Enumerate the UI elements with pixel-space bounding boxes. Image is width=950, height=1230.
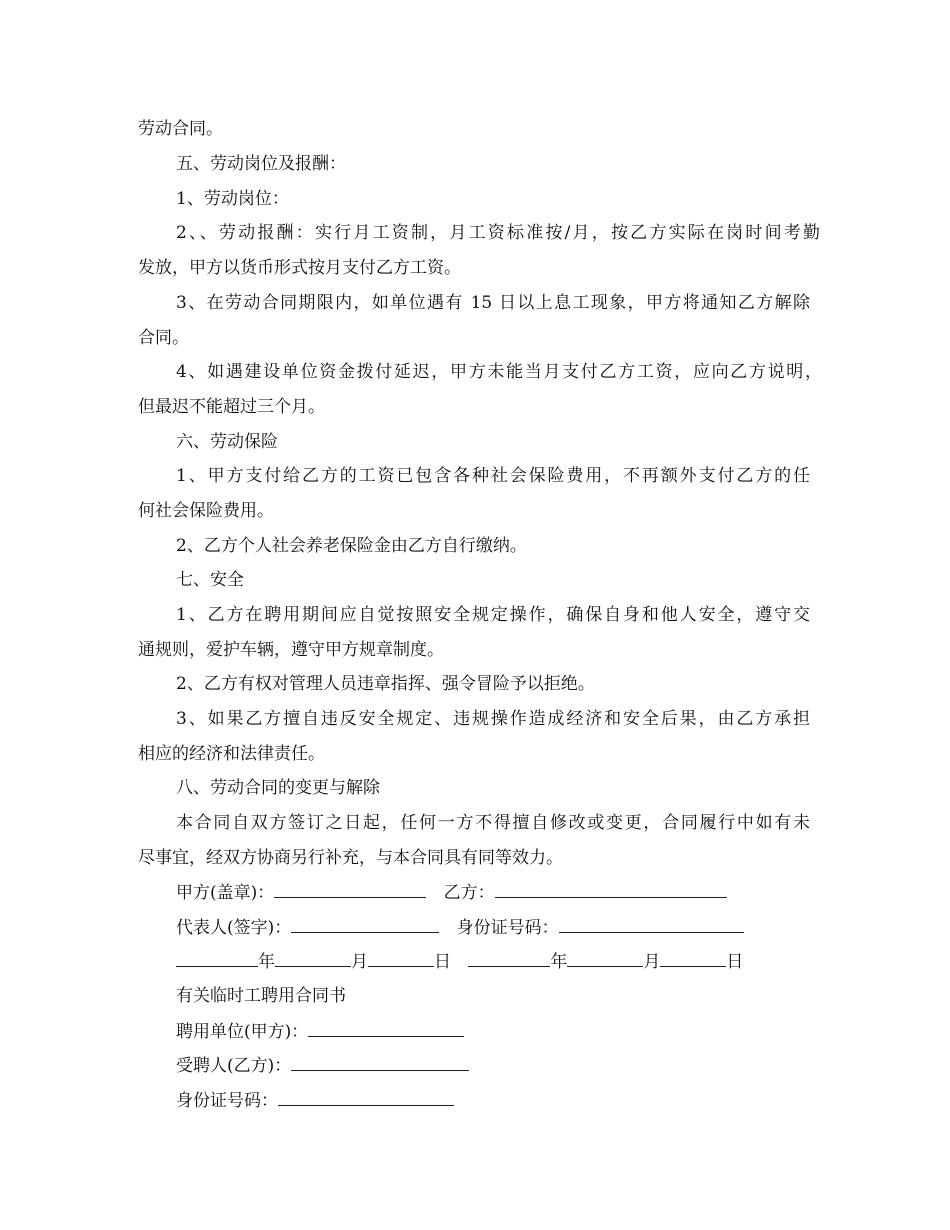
section-heading: 七、安全	[176, 570, 244, 590]
month-blank-a[interactable]	[275, 950, 351, 967]
year-blank-b[interactable]	[468, 950, 550, 967]
employee-row	[176, 1054, 469, 1077]
text-line: 合同。	[138, 328, 189, 348]
day-label-a: 日	[434, 952, 451, 972]
month-label-b: 月	[643, 952, 661, 972]
text-line: 3、在劳动合同期限内，如单位遇有 15 日以上息工现象，甲方将通知乙方解除	[176, 293, 810, 313]
id-number-blank[interactable]	[559, 916, 744, 933]
employer-blank[interactable]	[308, 1020, 464, 1037]
employer-label: 聘用单位(甲方)：	[176, 1022, 309, 1042]
party-a-blank[interactable]	[274, 881, 426, 898]
text-line: 2、乙方有权对管理人员违章指挥、强令冒险予以拒绝。	[176, 674, 595, 694]
representative-label: 代表人(签字)：	[176, 918, 292, 938]
text-line: 何社会保险费用。	[138, 501, 274, 521]
month-label-a: 月	[351, 952, 368, 972]
party-a-label: 甲方(盖章)：	[176, 883, 275, 903]
year-label-a: 年	[258, 952, 275, 972]
id-row	[176, 1089, 454, 1112]
text-line: 本合同自双方签订之日起，任何一方不得擅自修改或变更，合同履行中如有未	[176, 813, 810, 833]
text-line: 3、如果乙方擅自违反安全规定、违规操作造成经济和安全后果，由乙方承担	[176, 709, 810, 729]
year-blank-a[interactable]	[176, 950, 258, 967]
id-number-label: 身份证号码：	[456, 918, 559, 938]
section-heading: 八、劳动合同的变更与解除	[176, 778, 380, 798]
text-line: 4、如遇建设单位资金拨付延迟，甲方未能当月支付乙方工资，应向乙方说明，	[176, 362, 822, 382]
year-label-b: 年	[550, 952, 568, 972]
text-line: 劳动合同。	[138, 119, 223, 139]
text-line: 尽事宜，经双方协商另行补充，与本合同具有同等效力。	[138, 848, 563, 868]
employee-id-blank[interactable]	[278, 1089, 454, 1106]
signature-row-party	[176, 881, 727, 904]
month-blank-b[interactable]	[567, 950, 643, 967]
representative-blank[interactable]	[291, 916, 439, 933]
day-blank-b[interactable]	[660, 950, 726, 967]
day-blank-a[interactable]	[368, 950, 434, 967]
employee-id-label: 身份证号码：	[176, 1091, 278, 1111]
party-b-label: 乙方：	[443, 883, 495, 903]
text-line: 1、劳动岗位：	[176, 189, 289, 209]
signature-row-representative	[176, 916, 744, 939]
signature-row-date	[176, 950, 743, 973]
employee-label: 受聘人(乙方)：	[176, 1056, 292, 1076]
section-heading: 六、劳动保险	[176, 432, 278, 452]
next-contract-title: 有关临时工聘用合同书	[176, 986, 346, 1006]
text-line: 但最迟不能超过三个月。	[138, 397, 325, 417]
text-line: 2、乙方个人社会养老保险金由乙方自行缴纳。	[176, 536, 527, 556]
text-line: 2、、劳动报酬：实行月工资制，月工资标准按/月，按乙方实际在岗时间考勤	[176, 223, 820, 243]
employer-row	[176, 1020, 464, 1043]
section-heading: 五、劳动岗位及报酬：	[176, 154, 346, 174]
text-line: 1、乙方在聘用期间应自觉按照安全规定操作，确保自身和他人安全，遵守交	[176, 605, 810, 625]
text-line: 通规则，爱护车辆，遵守甲方规章制度。	[138, 640, 444, 660]
text-line: 1、甲方支付给乙方的工资已包含各种社会保险费用，不再额外支付乙方的任	[176, 466, 810, 486]
text-line: 发放，甲方以货币形式按月支付乙方工资。	[138, 258, 461, 278]
employee-blank[interactable]	[291, 1054, 469, 1071]
party-b-blank[interactable]	[495, 881, 727, 898]
text-line: 相应的经济和法律责任。	[138, 744, 325, 764]
day-label-b: 日	[726, 952, 744, 972]
